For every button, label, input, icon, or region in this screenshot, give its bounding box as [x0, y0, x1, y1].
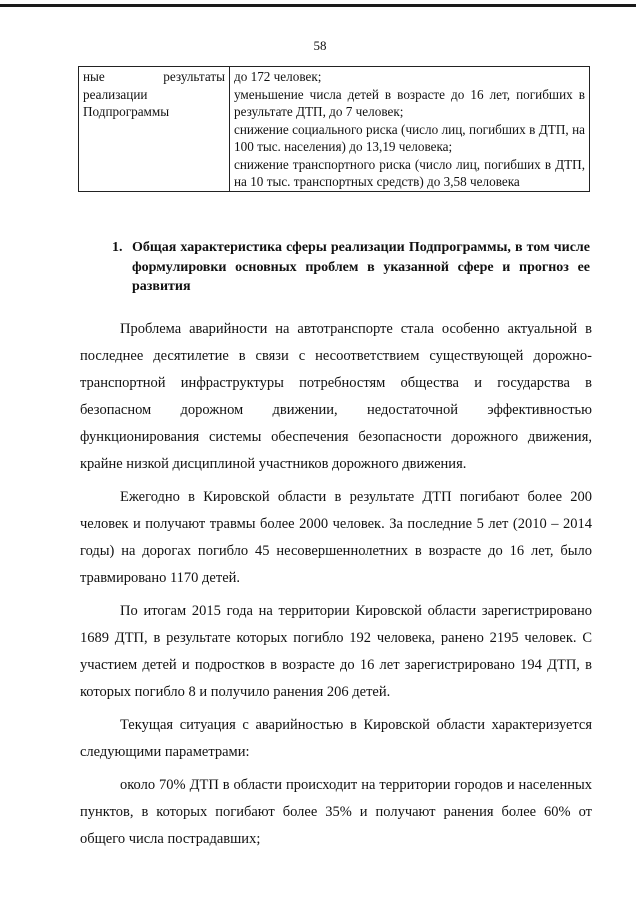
paragraph: Проблема аварийности на автотранспорте стала особенно актуальной в последнее десятилетие в связи с несоответствием существующей дорожно-транспортной инфраструктуры потребностям общества и государства в безопасном дорожном движении, недостаточной эффективностью функционирования системы обеспечения безопасности дорожного движения, крайне низкой дисциплиной участников дорожного движения.	[80, 321, 592, 472]
table-row	[79, 67, 590, 192]
table-value-line: до 172 человек;	[234, 69, 322, 84]
table-cell-label: ные результаты реализации Подпрограммы	[79, 67, 230, 192]
section-heading	[112, 238, 590, 297]
results-table	[78, 66, 590, 192]
table-cell-values	[230, 67, 590, 192]
top-border-line	[0, 4, 636, 7]
paragraph: Ежегодно в Кировской области в результате ДТП погибают более 200 человек и получают травмы более 2000 человек. За последние 5 лет (2010 – 2014 годы) на дорогах погибло 45 несовершеннолетних в возрасте до 16 лет, было травмировано 1170 детей.	[80, 489, 592, 586]
body-text	[80, 316, 592, 859]
paragraph: По итогам 2015 года на территории Кировской области зарегистрировано 1689 ДТП, в результате которых погибло 192 человека, ранено 2195 человек. С участием детей и подростков в возрасте до 16 лет зарегистрировано 194 ДТП, в которых погибло 8 и получило ранения 206 детей.	[80, 603, 592, 700]
table-value-line: снижение социального риска (число лиц, погибших в ДТП, на 100 тыс. населения) до 13,19 человека;	[234, 121, 585, 154]
table-value-line: уменьшение числа детей в возрасте до 16 лет, погибших в результате ДТП, до 7 человек;	[234, 86, 585, 119]
table-value-line: снижение транспортного риска (число лиц, погибших в ДТП, на 10 тыс. транспортных средств) до 3,58 человека	[234, 156, 585, 189]
section-number: 1.	[112, 240, 123, 255]
section-title: Общая характеристика сферы реализации Подпрограммы, в том числе формулировки основных проблем в указанной сфере и прогноз ее развития	[132, 240, 590, 294]
paragraph: Текущая ситуация с аварийностью в Кировской области характеризуется следующими параметрами:	[80, 717, 592, 760]
paragraph: около 70% ДТП в области происходит на территории городов и населенных пунктов, в которых погибают более 35% и получают ранения более 60% от общего числа пострадавших;	[80, 777, 592, 847]
page-number: 58	[313, 38, 327, 53]
